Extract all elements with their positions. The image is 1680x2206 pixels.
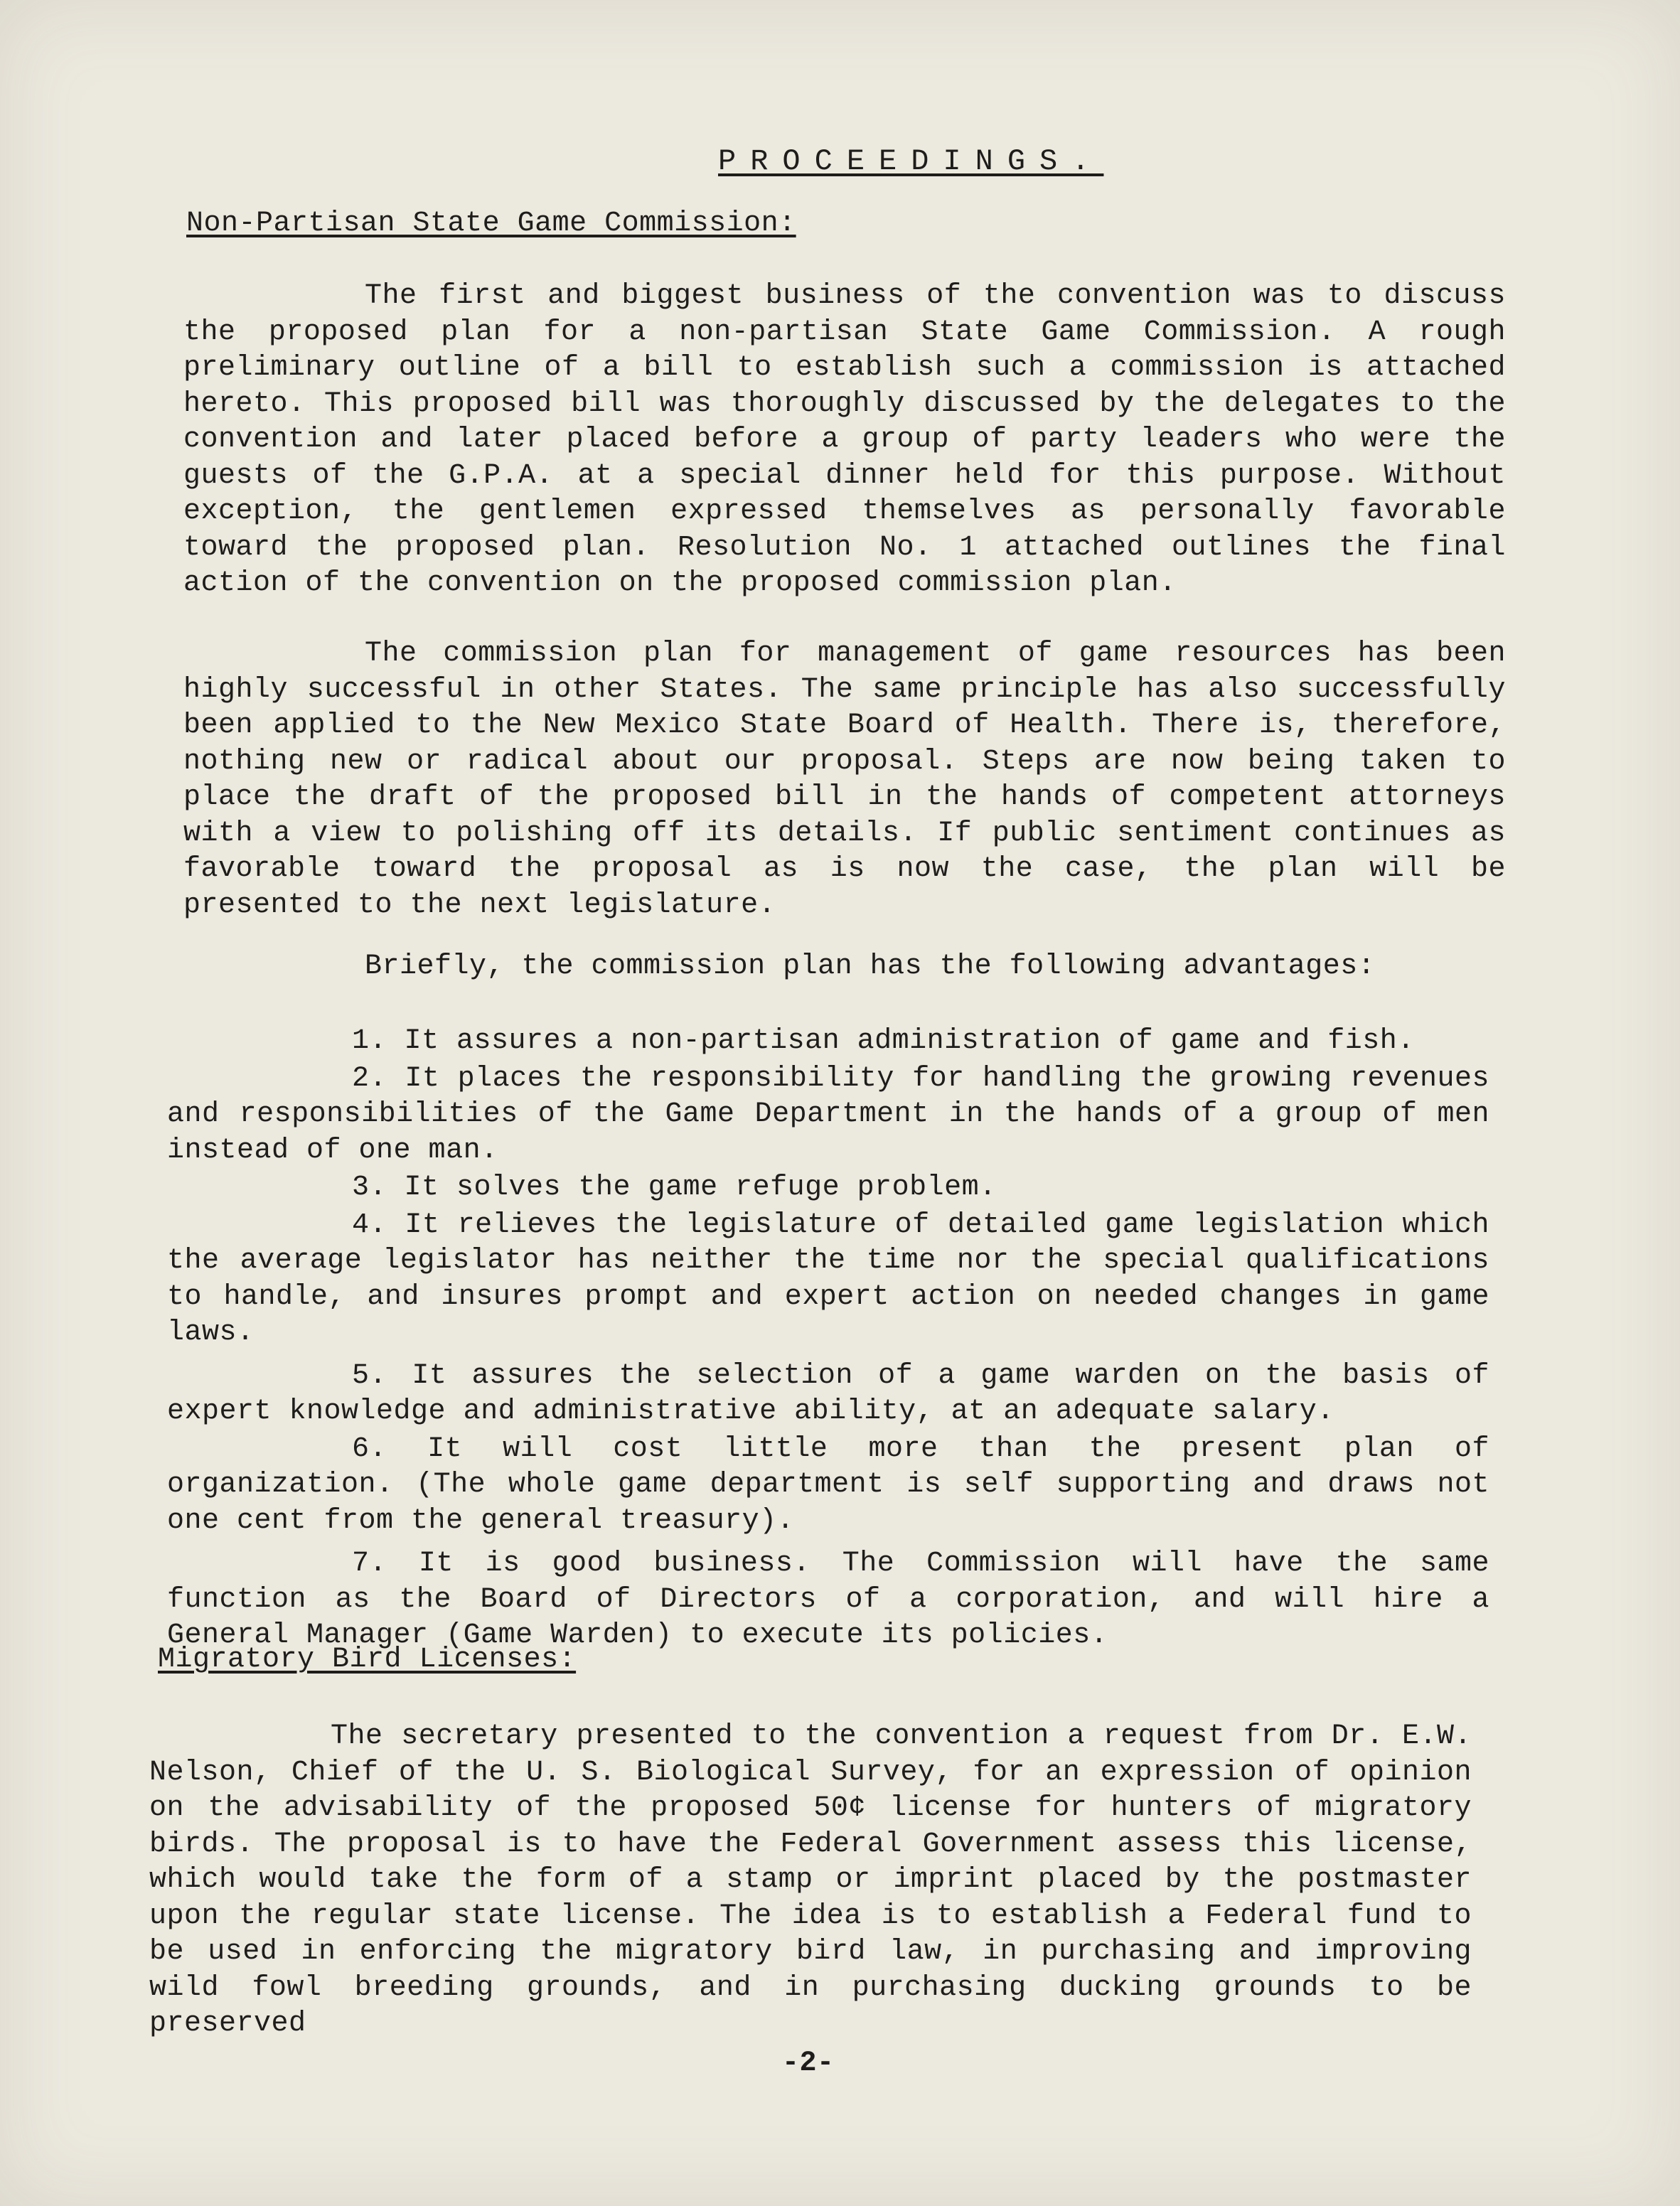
section-heading-migratory: Migratory Bird Licenses:: [158, 1644, 577, 1676]
advantages-list: [167, 1024, 1489, 1656]
paragraph-commission-intro: The first and biggest business of the convention was to discuss the proposed plan for a non-partisan State Game Commission. A rough preliminary outline of a bill to establish such a commission is attached hereto. This proposed bill was thoroughly discussed by the delegates to the convention and later placed before a group of party leaders who were the guests of the G.P.A. at a special dinner held for this purpose. Without exception, the gentlemen expressed themselves as personally favorable toward the proposed plan. Resolution No. 1 attached outlines the final action of the convention on the proposed commission plan.: [183, 280, 1506, 599]
paragraph-migratory-request: The secretary presented to the convention a request from Dr. E.W. Nelson, Chief of the U. S. Biological Survey, for an expression of opinion on the advisability of the proposed 50¢ license for hunters of migratory birds. The proposal is to have the Federal Government assess this license, which would take the form of a stamp or imprint placed by the postmaster upon the regular state license. The idea is to establish a Federal fund to be used in enforcing the migratory bird law, in purchasing and improving wild fowl breeding grounds, and in purchasing ducking grounds to be preserved: [149, 1720, 1472, 2040]
list-item: 4. It relieves the legislature of detailed game legislation which the average legislator has neither the time nor the special qualifications to handle, and insures prompt and expert action on needed changes in game laws.: [167, 1209, 1489, 1349]
list-item: 3. It solves the game refuge problem.: [352, 1172, 997, 1204]
list-item: 1. It assures a non-partisan administration of game and fish.: [352, 1025, 1415, 1057]
list-item: 2. It places the responsibility for handling the growing revenues and responsibilities of the Game Department in the hands of a group of men instead of one man.: [167, 1062, 1489, 1167]
paragraph-advantages-intro: Briefly, the commission plan has the following advantages:: [365, 951, 1376, 982]
list-item: 6. It will cost little more than the present plan of organization. (The whole game department is self supporting and draws not one cent from the general treasury).: [167, 1433, 1489, 1537]
list-item: 7. It is good business. The Commission will have the same function as the Board of Directors of a corporation, and will hire a General Manager (Game Warden) to execute its policies.: [167, 1548, 1489, 1651]
page-title: PROCEEDINGS.: [718, 144, 1104, 178]
section-heading-commission: Non-Partisan State Game Commission:: [186, 208, 796, 240]
list-item: 5. It assures the selection of a game warden on the basis of expert knowledge and administrative ability, at an adequate salary.: [167, 1359, 1489, 1428]
paragraph-commission-success: The commission plan for management of game resources has been highly successful in other States. The same principle has also successfully been applied to the New Mexico State Board of Health. There is, therefore, nothing new or radical about our proposal. Steps are now being taken to place the draft of the proposed bill in the hands of competent attorneys with a view to polishing off its details. If public sentiment continues as favorable toward the proposal as is now the case, the plan will be presented to the next legislature.: [183, 638, 1506, 921]
page-number: -2-: [782, 2047, 835, 2079]
